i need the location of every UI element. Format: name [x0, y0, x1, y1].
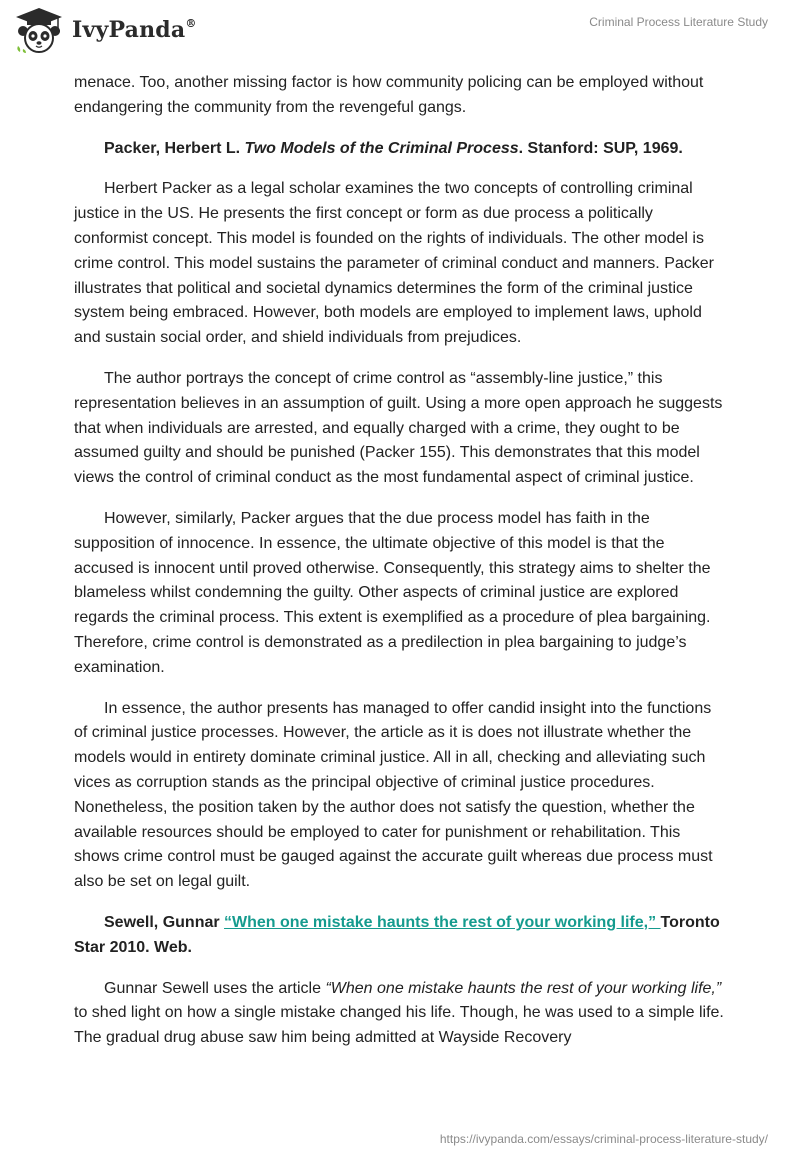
registered-mark: ® — [185, 16, 197, 30]
citation-packer — [74, 137, 726, 162]
brand-text: IvyPanda — [72, 17, 186, 43]
citation-author: Sewell, Gunnar — [104, 913, 225, 931]
paragraph: In essence, the author presents has managed to offer candid insight into the functions of criminal justice processes. However, the article as it is does not illustrate whether the models would in entirety dominate criminal justice. All in all, checking and alleviating such vices as corruption stands as the principal objective of criminal justice procedures. Nonetheless, the position taken by the author does not satisfy the question, whether the available resources should be employed to cater for punishment or rehabilitation. This shows crime control must be gauged against the accurate guilt whereas due process must also be set on legal guilt. — [74, 699, 713, 891]
citation-sewell — [74, 911, 726, 961]
citation-source: Toronto Star 2010. Web. — [74, 913, 720, 956]
panda-graduate-icon — [14, 6, 64, 54]
page-header — [0, 0, 800, 64]
paragraph: Herbert Packer as a legal scholar examines the two concepts of controlling criminal justice in the US. He presents the first concept or form as due process a politically conformist concept. This model is founded on the rights of individuals. The other model is crime control. This model sustains the parameter of criminal conduct and manners. Packer illustrates that political and societal dynamics determines the form of the criminal justice system being embraced. However, both models are employed to implement laws, uphold and sustain social order, and shield individuals from prejudices. — [74, 180, 714, 347]
ivypanda-logo[interactable] — [14, 6, 197, 54]
citation-author: Packer, Herbert L. — [104, 139, 245, 157]
paragraph: The author portrays the concept of crime control as “assembly-line justice,” this representation believes in an assumption of guilt. Using a more open approach he suggests that when individuals are arrested, and equally charged with a crime, they ought to be assumed guilty and should be punished (Packer 155). This demonstrates that this model views the control of criminal conduct as the most fundamental aspect of criminal justice. — [74, 369, 723, 487]
citation-title: Two Models of the Criminal Process — [244, 139, 519, 157]
citation-publisher: . Stanford: SUP, 1969. — [518, 139, 683, 157]
paragraph — [74, 977, 726, 1051]
paragraph-lead: Gunnar Sewell uses the article — [104, 979, 326, 997]
paragraph: However, similarly, Packer argues that the due process model has faith in the supposition of innocence. In essence, the ultimate objective of this model is that the accused is innocent until proved otherwise. Consequently, this strategy aims to shelter the blameless whilst condemning the guilty. Other aspects of criminal justice are explored regards the criminal process. This extent is exemplified as a procedure of plea bargaining. Therefore, crime control is demonstrated as a predilection in plea bargaining to judge’s examination. — [74, 509, 711, 676]
paragraph-rest: to shed light on how a single mistake changed his life. Though, he was used to a simple life. The gradual drug abuse saw him being admitted at Wayside Recovery — [74, 1004, 724, 1047]
paragraph-continuation: menace. Too, another missing factor is how community policing can be employed without endangering the community from the revengeful gangs. — [74, 74, 704, 116]
document-title: Criminal Process Literature Study — [589, 15, 768, 29]
article-title-italic: “When one mistake haunts the rest of your working life,” — [325, 979, 722, 997]
citation-article-link[interactable]: “When one mistake haunts the rest of your working life,” — [224, 913, 661, 931]
brand-name — [72, 17, 197, 43]
source-url[interactable]: https://ivypanda.com/essays/criminal-process-literature-study/ — [439, 1132, 768, 1146]
essay-body — [74, 71, 726, 1067]
